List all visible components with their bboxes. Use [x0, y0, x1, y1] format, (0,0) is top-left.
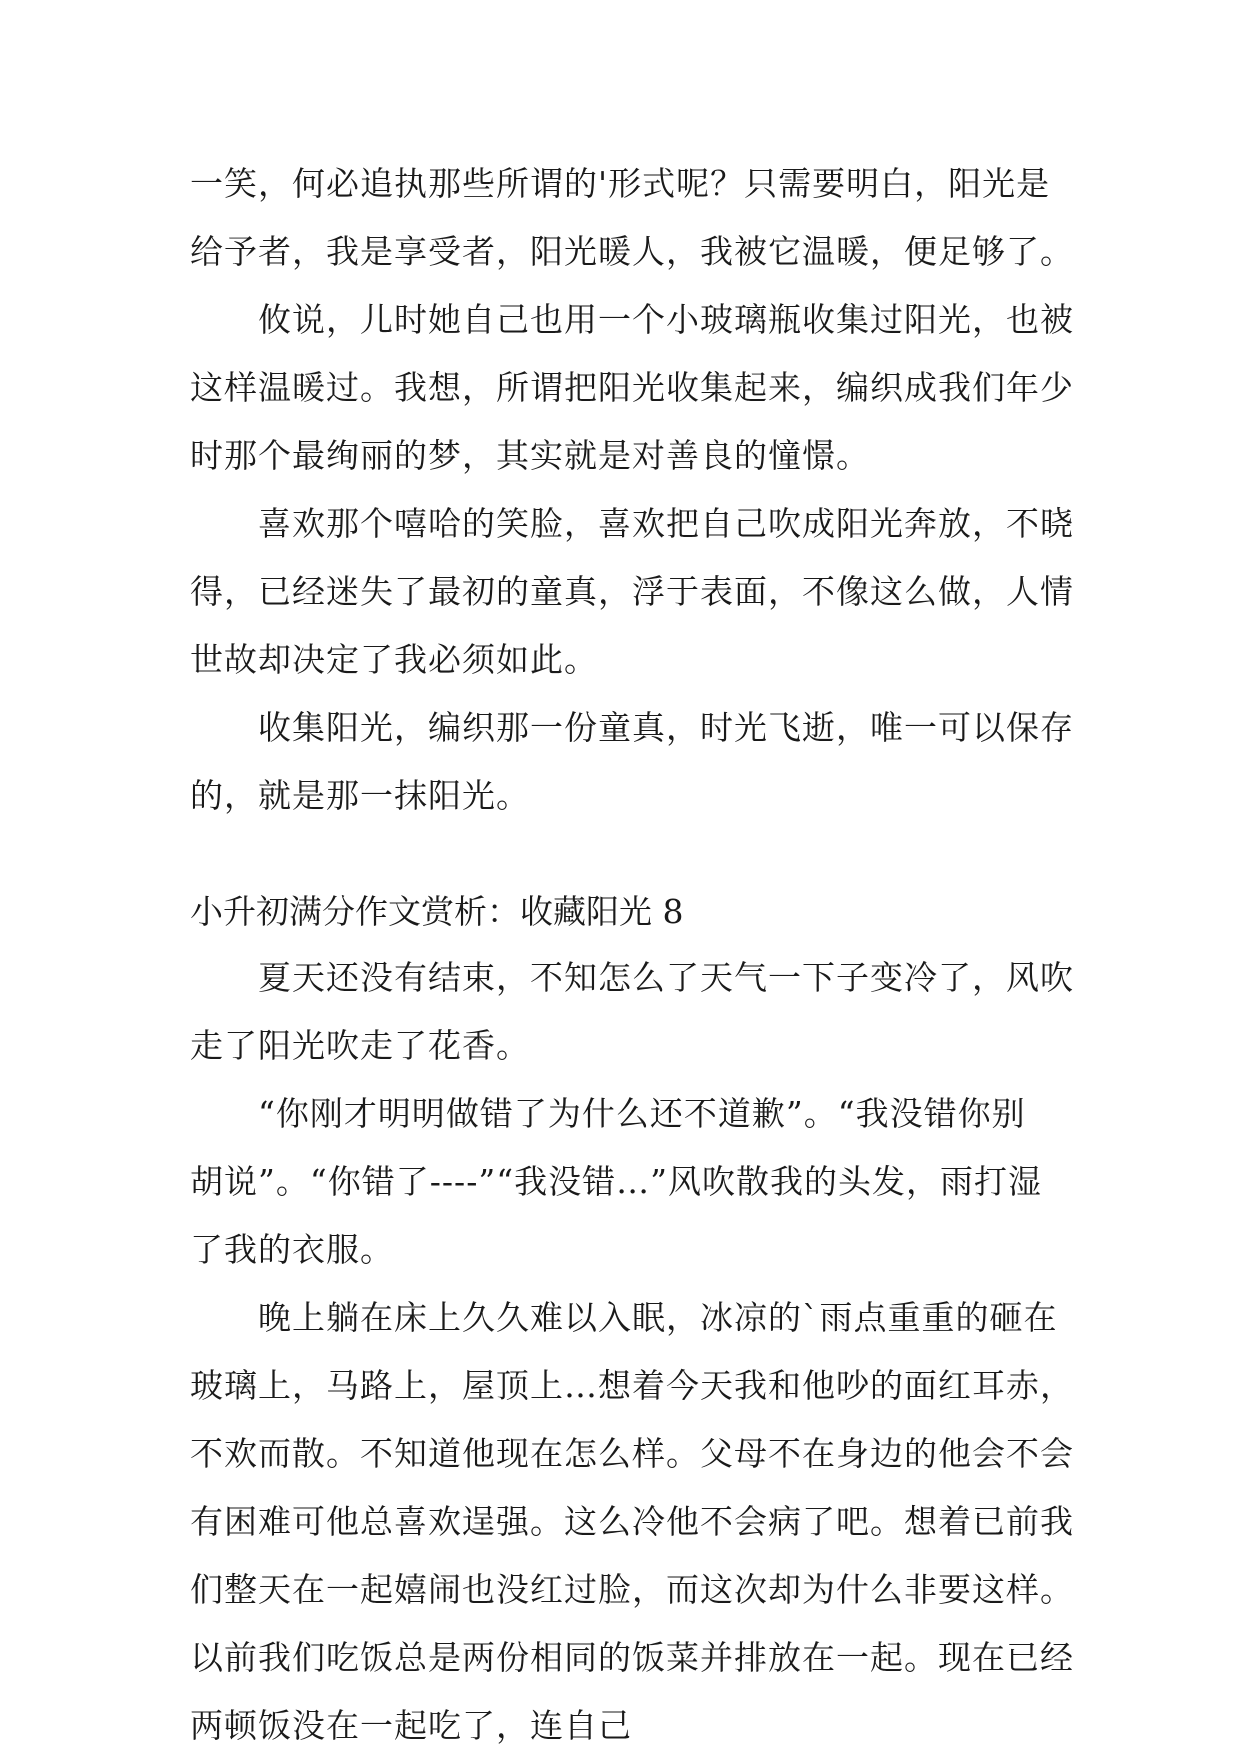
- text-line: 胡说”。“你错了----”“我没错…”风吹散我的头发，雨打湿: [190, 1162, 1042, 1201]
- text-line: 时那个最绚丽的梦，其实就是对善良的憧憬。: [190, 436, 870, 475]
- text-line: 一笑，何必追执那些所谓的'形式呢？只需要明白，阳光是: [190, 164, 1051, 203]
- text-line: 这样温暖过。我想，所谓把阳光收集起来，编织成我们年少: [190, 368, 1074, 407]
- text-line: 的，就是那一抹阳光。: [190, 776, 530, 815]
- text-line: 了我的衣服。: [190, 1230, 394, 1269]
- text-line: 们整天在一起嬉闹也没红过脸，而这次却为什么非要这样。: [190, 1570, 1074, 1609]
- text-line: 喜欢那个嘻哈的笑脸，喜欢把自己吹成阳光奔放，不晓: [190, 504, 1074, 543]
- text-line: 得，已经迷失了最初的童真，浮于表面，不像这么做，人情: [190, 572, 1074, 611]
- text-line: 不欢而散。不知道他现在怎么样。父母不在身边的他会不会: [190, 1434, 1074, 1473]
- text-line: 晚上躺在床上久久难以入眠，冰凉的`雨点重重的砸在: [190, 1298, 1058, 1337]
- text-line: 夏天还没有结束，不知怎么了天气一下子变冷了，风吹: [190, 958, 1074, 997]
- text-line: 攸说，儿时她自己也用一个小玻璃瓶收集过阳光，也被: [190, 300, 1074, 339]
- section-title: 小升初满分作文赏析：收藏阳光 8: [190, 892, 684, 931]
- text-line: “你刚才明明做错了为什么还不道歉”。“我没错你别: [190, 1094, 1026, 1133]
- text-line: 两顿饭没在一起吃了，连自己: [190, 1706, 632, 1745]
- text-line: 玻璃上，马路上，屋顶上…想着今天我和他吵的面红耳赤，: [190, 1366, 1074, 1405]
- text-line: 世故却决定了我必须如此。: [190, 640, 598, 679]
- text-line: 收集阳光，编织那一份童真，时光飞逝，唯一可以保存: [190, 708, 1074, 747]
- text-line: 以前我们吃饭总是两份相同的饭菜并排放在一起。现在已经: [190, 1638, 1074, 1677]
- text-line: 有困难可他总喜欢逞强。这么冷他不会病了吧。想着已前我: [190, 1502, 1074, 1541]
- text-line: 走了阳光吹走了花香。: [190, 1026, 530, 1065]
- text-line: 给予者，我是享受者，阳光暖人，我被它温暖，便足够了。: [190, 232, 1074, 271]
